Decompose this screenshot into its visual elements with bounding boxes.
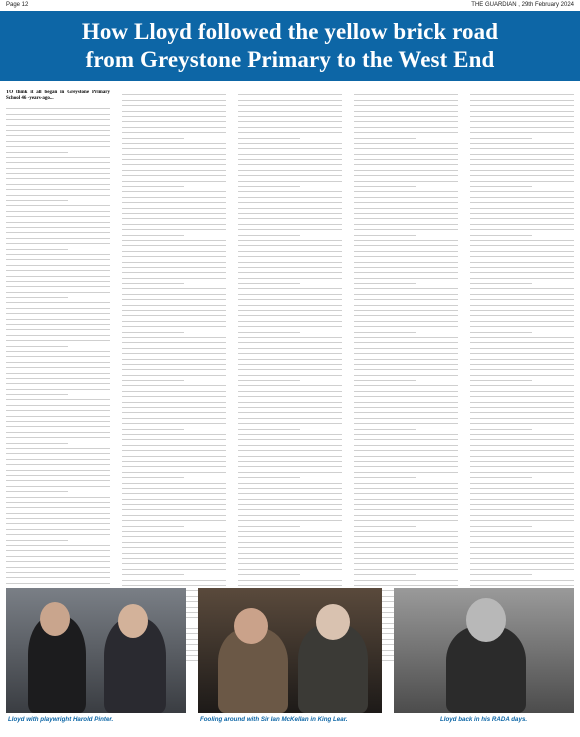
page-number: Page 12 <box>6 2 29 8</box>
article-lead: TO think it all began in Greystone Primary School 46 -years-ago... <box>6 90 110 101</box>
headline <box>0 11 580 74</box>
headline-line-2: from Greystone Primary to the West End <box>85 47 495 72</box>
photo-lloyd-with-pinter <box>6 588 186 713</box>
headline-line-1: How Lloyd followed the yellow brick road <box>81 19 499 44</box>
page-header <box>0 0 580 10</box>
article-column-4 <box>354 90 458 665</box>
photo-rada-days <box>394 588 574 713</box>
headline-banner <box>0 11 580 81</box>
article-column-3 <box>238 90 342 665</box>
caption-photo-2: Fooling around with Sir Ian McKellan in King Lear. <box>200 716 348 723</box>
article-column-5 <box>470 90 574 665</box>
article-column-2 <box>122 90 226 665</box>
article-column-1 <box>6 90 110 665</box>
caption-photo-1: Lloyd with playwright Harold Pinter. <box>8 716 114 723</box>
article-body <box>6 90 574 665</box>
masthead: THE GUARDIAN , 29th February 2024 <box>471 2 574 8</box>
caption-photo-3: Lloyd back in his RADA days. <box>440 716 528 723</box>
photo-king-lear <box>198 588 382 713</box>
